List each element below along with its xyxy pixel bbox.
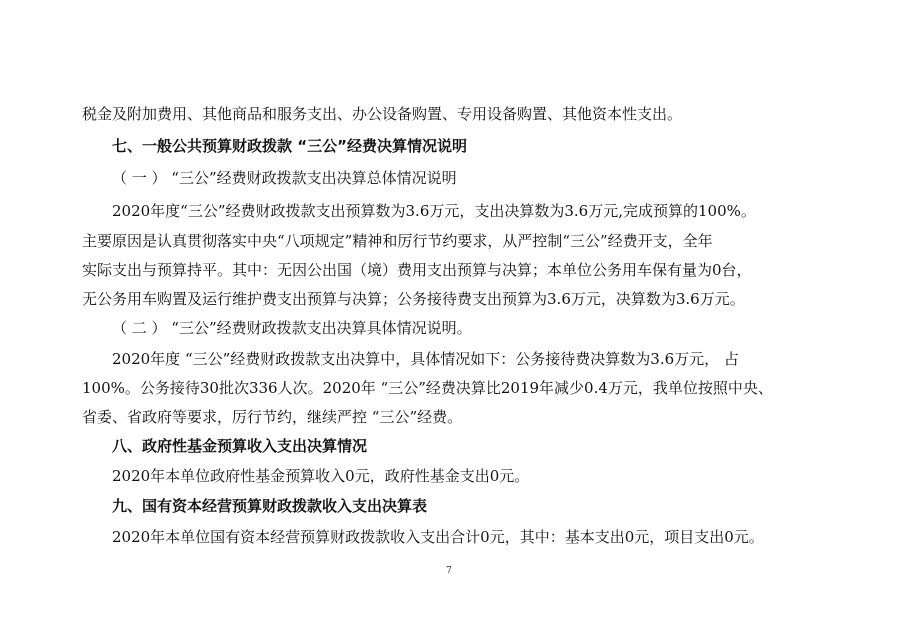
paragraph-line: 2020年度“三公”经费财政拨款支出预算数为3.6万元，支出决算数为3.6万元,完成预算的100%。: [112, 202, 756, 220]
paragraph-line: 实际支出与预算持平。其中：无因公出国（境）费用支出预算与决算；本单位公务用车保有量为0台，: [82, 261, 752, 279]
section-heading-nine: 九、国有资本经营预算财政拨款收入支出决算表: [112, 497, 428, 515]
paragraph-line: 省委、省政府等要求，厉行节约，继续严控 “三公”经费。: [82, 408, 463, 426]
subsection-heading-one: （ 一 ） “三公”经费财政拨款支出决算总体情况说明: [112, 169, 457, 187]
subsection-heading-two: （ 二 ） “三公”经费财政拨款支出决算具体情况说明。: [112, 319, 472, 337]
section-heading-eight: 八、政府性基金预算收入支出决算情况: [112, 437, 368, 455]
paragraph-line: 2020年度 “三公”经费财政拨款支出决算中，具体情况如下：公务接待费决算数为3.6万元， 占: [112, 350, 739, 368]
page-number: 7: [446, 566, 452, 576]
paragraph-line: 无公务用车购置及运行维护费支出预算与决算；公务接待费支出预算为3.6万元，决算数为3.6万元。: [82, 290, 745, 308]
section-heading-seven: 七、一般公共预算财政拨款 “三公”经费决算情况说明: [112, 137, 467, 155]
paragraph-line: 2020年本单位政府性基金预算收入0元，政府性基金支出0元。: [112, 467, 530, 485]
paragraph-line: 主要原因是认真贯彻落实中央“八项规定”精神和厉行节约要求，从严控制“三公”经费开支，全年: [82, 232, 713, 250]
paragraph-line: 税金及附加费用、其他商品和服务支出、办公设备购置、专用设备购置、其他资本性支出。: [82, 105, 683, 123]
paragraph-line: 100%。公务接待30批次336人次。2020年 “三公”经费决算比2019年减少0.4万元，我单位按照中央、: [82, 379, 773, 397]
paragraph-line: 2020年本单位国有资本经营预算财政拨款收入支出合计0元，其中：基本支出0元，项目支出0元。: [112, 528, 764, 546]
